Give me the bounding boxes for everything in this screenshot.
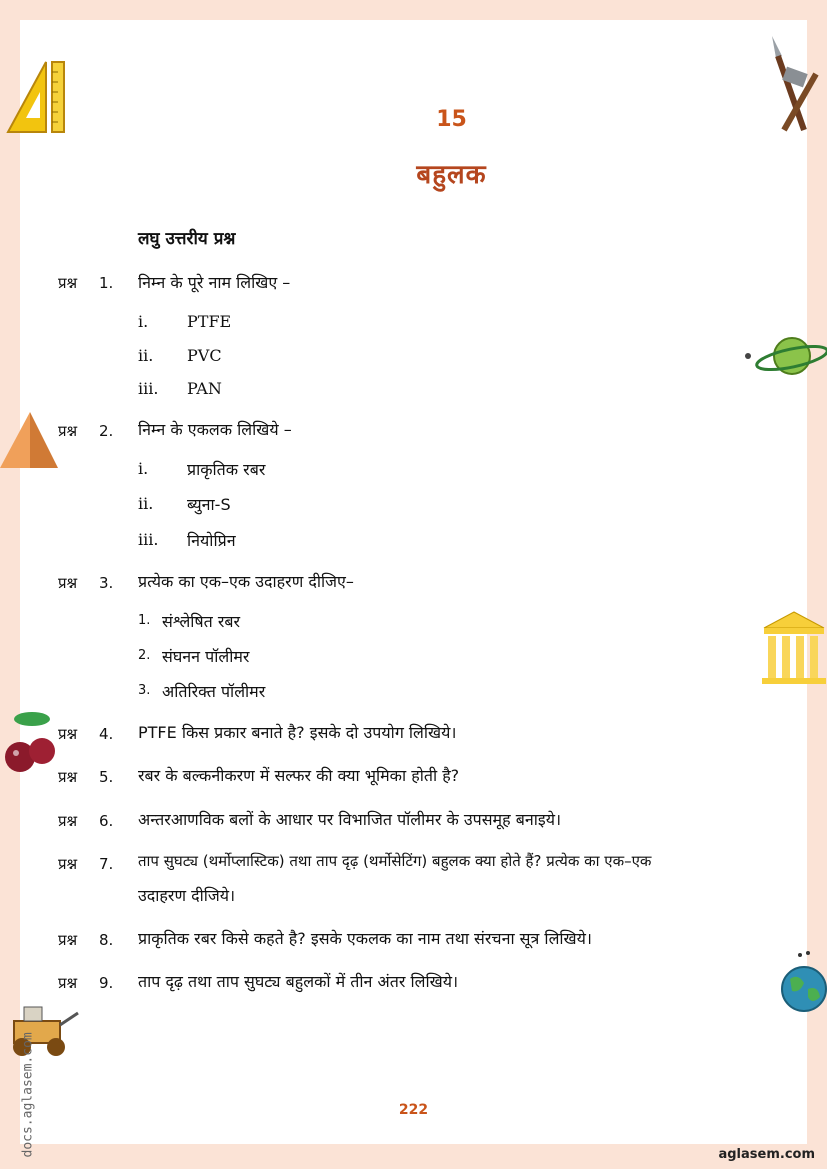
chapter-number: 15 (436, 107, 467, 132)
question-label: प्रश्न (58, 725, 78, 743)
option-text: PAN (187, 379, 222, 398)
option-text: PVC (187, 346, 222, 365)
question-label: प्रश्न (58, 855, 78, 873)
option-label: i. (138, 312, 149, 331)
option-label: ii. (138, 494, 154, 513)
question-number: 4. (99, 725, 114, 743)
section-heading: लघु उत्तरीय प्रश्न (138, 229, 236, 249)
planet-icon (740, 330, 827, 386)
question-text: ताप सुघट्य (थर्मोप्लास्टिक) तथा ताप दृढ़ (थर्मोसेटिंग) बहुलक क्या होते हैं? प्रत्येक का एक–एक (138, 852, 652, 870)
page-number: 222 (398, 1102, 429, 1118)
question-number: 1. (99, 274, 114, 292)
question-text: प्रत्येक का एक–एक उदाहरण दीजिए– (138, 572, 354, 591)
question-text-continued: उदाहरण दीजिये। (138, 886, 236, 905)
pyramid-icon (0, 410, 60, 470)
question-label: प्रश्न (58, 274, 78, 292)
question-number: 2. (99, 422, 114, 440)
question-label: प्रश्न (58, 974, 78, 992)
option-label: 2. (138, 648, 151, 663)
question-label: प्रश्न (58, 422, 78, 440)
question-text: निम्न के एकलक लिखिये – (138, 420, 292, 439)
option-label: i. (138, 459, 149, 478)
option-text: प्राकृतिक रबर (187, 460, 266, 479)
question-number: 6. (99, 812, 114, 830)
pillar-building-icon (760, 610, 827, 686)
option-text: संश्लेषित रबर (162, 612, 241, 631)
globe-icon (778, 945, 827, 1021)
question-text: ताप दृढ़ तथा ताप सुघट्य बहुलकों में तीन अंतर लिखिये। (138, 972, 459, 991)
option-text: अतिरिक्त पॉलीमर (162, 682, 266, 701)
question-text: रबर के बल्कनीकरण में सल्फर की क्या भूमिका होती है? (138, 766, 460, 785)
option-text: PTFE (187, 312, 232, 331)
side-watermark: docs.aglasem.com (20, 1032, 36, 1158)
question-text: निम्न के पूरे नाम लिखिए – (138, 273, 291, 292)
site-link[interactable]: aglasem.com (718, 1147, 815, 1162)
question-label: प्रश्न (58, 574, 78, 592)
berries-icon (2, 705, 58, 779)
question-number: 9. (99, 974, 114, 992)
option-text: संघनन पॉलीमर (162, 647, 250, 666)
option-label: iii. (138, 379, 159, 398)
question-label: प्रश्न (58, 812, 78, 830)
question-text: PTFE किस प्रकार बनाते है? इसके दो उपयोग लिखिये। (138, 723, 457, 742)
chapter-title: बहुलक (416, 160, 487, 190)
question-number: 8. (99, 931, 114, 949)
option-text: ब्युना-S (187, 495, 231, 514)
option-label: ii. (138, 346, 154, 365)
option-label: 1. (138, 613, 151, 628)
option-label: 3. (138, 683, 151, 698)
question-number: 7. (99, 855, 114, 873)
question-number: 3. (99, 574, 114, 592)
question-label: प्रश्न (58, 931, 78, 949)
robot-vehicle-icon (0, 995, 84, 1061)
question-number: 5. (99, 768, 114, 786)
option-label: iii. (138, 530, 159, 549)
question-text: अन्तरआणविक बलों के आधार पर विभाजित पॉलीमर के उपसमूह बनाइये। (138, 810, 562, 829)
option-text: नियोप्रिन (187, 531, 236, 550)
question-label: प्रश्न (58, 768, 78, 786)
question-text: प्राकृतिक रबर किसे कहते है? इसके एकलक का नाम तथा संरचना सूत्र लिखिये। (138, 929, 592, 948)
